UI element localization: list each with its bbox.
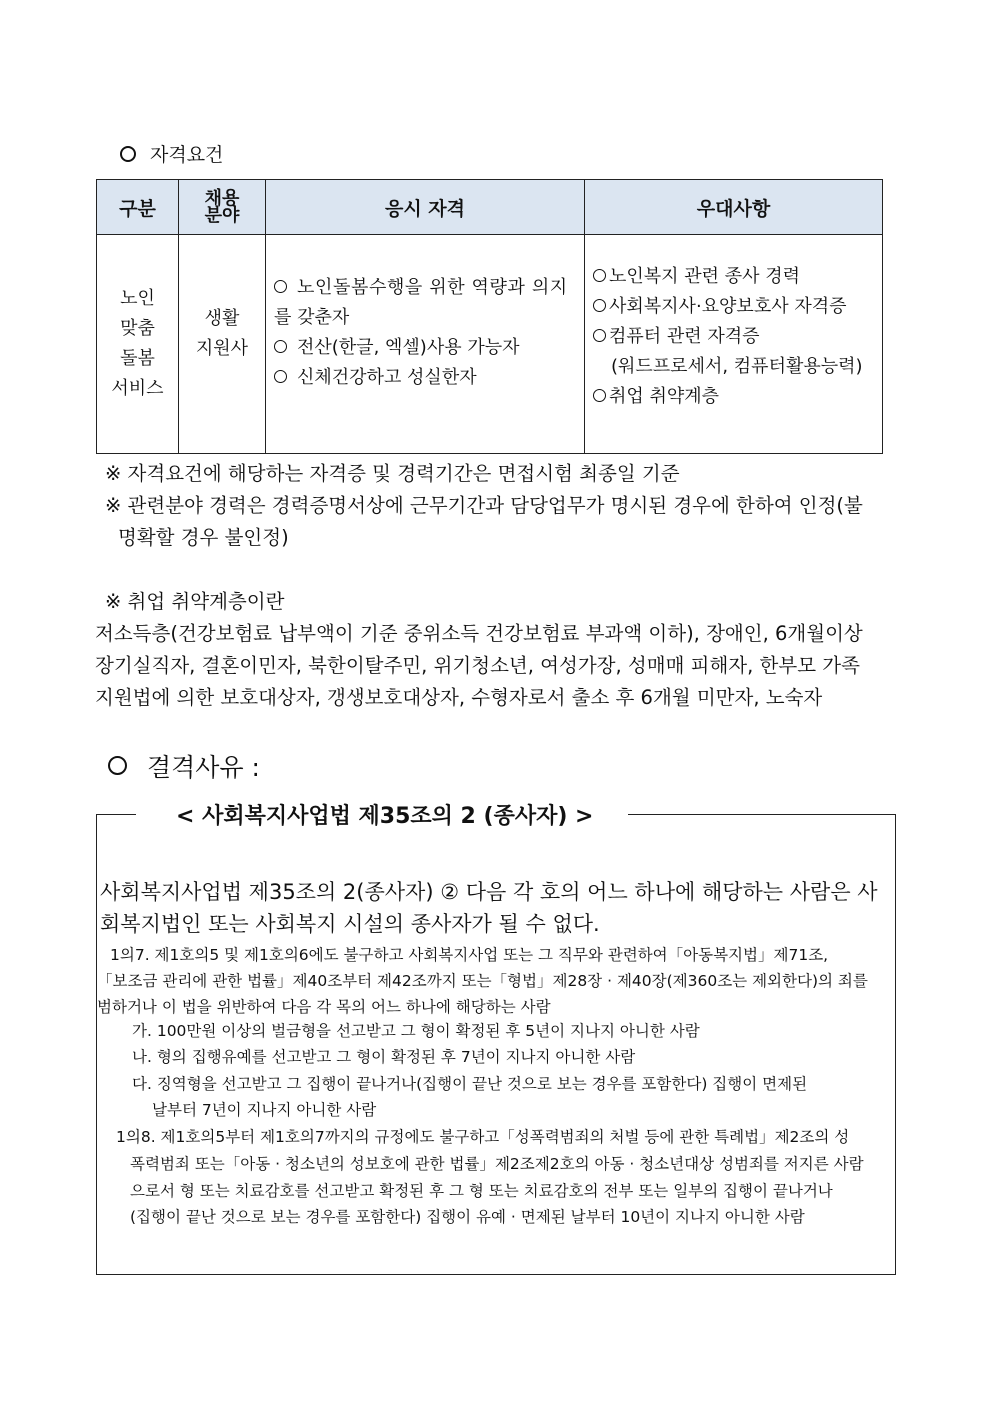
law-item-continuation: (집행이 끝난 것으로 보는 경우를 포함한다) 집행이 유예 · 면제된 날부터 10년이 지나지 아니한 사람 [130,1208,805,1226]
preference-text: 취업 취약계층 [609,386,720,407]
cell-qualifications [266,235,585,454]
law-item: 1의8. 제1호의5부터 제1호의7까지의 규정에도 불구하고「성폭력범죄의 처벌 등에 관한 특례법」제2조의 성 [116,1128,850,1146]
category-line: 서비스 [111,378,164,399]
category-line: 노인 [120,288,155,309]
qualification-item [274,333,578,363]
vulnerable-line: 지원법에 의한 보호대상자, 갱생보호대상자, 수형자로서 출소 후 6개월 미만자, 노숙자 [95,686,823,709]
preference-item [593,382,876,412]
preference-item [593,322,876,352]
cell-category [97,235,179,454]
law-box-title: < 사회복지사업법 제35조의 2 (종사자) > [170,799,599,830]
category-line: 돌봄 [120,348,155,369]
cell-field [179,235,266,454]
law-item-continuation: 폭력범죄 또는「아동 · 청소년의 성보호에 관한 법률」제2조제2호의 아동 · 청소년대상 성범죄를 저지른 사람 [130,1155,864,1173]
circle-bullet-icon [593,299,606,312]
qualification-item [274,363,578,393]
requirements-table [96,179,883,454]
vulnerable-line: 저소득층(건강보험료 납부액이 기준 중위소득 건강보험료 부과액 이하), 장애인, 6개월이상 [95,622,863,645]
category-line: 맞춤 [120,318,155,339]
circle-bullet-icon [593,389,606,402]
header-field: 채용 분야 [179,180,266,235]
circle-bullet-icon [593,269,606,282]
qualification-item [274,273,578,303]
circle-bullet-icon [593,329,606,342]
preference-text: 사회복지사·요양보호사 자격증 [609,296,847,317]
circle-bullet-icon [274,340,287,353]
preference-text: 노인복지 관련 종사 경력 [609,266,801,287]
section-title: 결격사유 : [147,753,260,782]
law-subitem: 가. 100만원 이상의 벌금형을 선고받고 그 형이 확정된 후 5년이 지나지 아니한 사람 [132,1022,700,1040]
law-subitem-continuation: 날부터 7년이 지나지 아니한 사람 [152,1101,377,1119]
law-item: 1의7. 제1호의5 및 제1호의6에도 불구하고 사회복지사업 또는 그 직무와 관련하여「아동복지법」제71조, [110,946,829,964]
circle-bullet-icon [274,280,287,293]
law-main-line: 사회복지사업법 제35조의 2(종사자) ② 다음 각 호의 어느 하나에 해당하는 사람은 사 [100,880,878,904]
law-main-text [100,876,892,940]
qualification-continuation: 를 갖춘자 [274,307,350,328]
law-subitem: 나. 형의 집행유예를 선고받고 그 형이 확정된 후 7년이 지나지 아니한 사람 [132,1048,636,1066]
cell-preferences [585,235,883,454]
law-item: 범하거나 이 법을 위반하여 다음 각 목의 어느 하나에 해당하는 사람 [97,998,551,1016]
table-header-row [97,180,883,235]
preference-text: 컴퓨터 관련 자격증 [609,326,760,347]
qualification-text: 노인돌봄수행을 위한 역량과 의지 [297,277,568,298]
header-qualification: 응시 자격 [266,180,585,235]
law-item-continuation: 으로서 형 또는 치료감호를 선고받고 확정된 후 그 형 또는 치료감호의 전부 또는 일부의 집행이 끝나거나 [130,1182,833,1200]
circle-bullet-icon [108,756,127,775]
header-category: 구분 [97,180,179,235]
field-line: 생활 [204,307,240,329]
table-row [97,235,883,454]
preference-item [593,292,876,322]
section-heading-qualifications [120,140,223,167]
note-2-continuation: 명확할 경우 불인정) [118,526,289,549]
preference-item [593,262,876,292]
box-top-border-right [628,814,896,815]
box-top-border-left [96,814,136,815]
circle-bullet-icon [120,146,136,162]
vulnerable-line: 장기실직자, 결혼이민자, 북한이탈주민, 위기청소년, 여성가장, 성매매 피해자, 한부모 가족 [95,654,860,677]
field-line: 지원사 [195,337,249,359]
section-title: 자격요건 [150,144,224,166]
section-heading-disqualification [108,748,260,784]
note-1: ※ 자격요건에 해당하는 자격증 및 경력기간은 면접시험 최종일 기준 [105,462,680,485]
qualification-text: 신체건강하고 성실한자 [297,367,477,388]
qualification-text: 전산(한글, 엑셀)사용 가능자 [297,337,520,358]
note-2: ※ 관련분야 경력은 경력증명서상에 근무기간과 담당업무가 명시된 경우에 한하여 인정(불 [105,494,863,517]
law-main-line: 회복지법인 또는 사회복지 시설의 종사자가 될 수 없다. [100,912,600,936]
law-subitem: 다. 징역형을 선고받고 그 집행이 끝나거나(집행이 끝난 것으로 보는 경우를 포함한다) 집행이 면제된 [132,1075,808,1093]
preference-continuation: (워드프로세서, 컴퓨터활용능력) [611,356,863,377]
vulnerable-title: ※ 취업 취약계층이란 [105,590,285,613]
header-preference: 우대사항 [585,180,883,235]
law-item: 「보조금 관리에 관한 법률」제40조부터 제42조까지 또는「형법」제28장 · 제40장(제360조는 제외한다)의 죄를 [97,972,868,990]
circle-bullet-icon [274,370,287,383]
